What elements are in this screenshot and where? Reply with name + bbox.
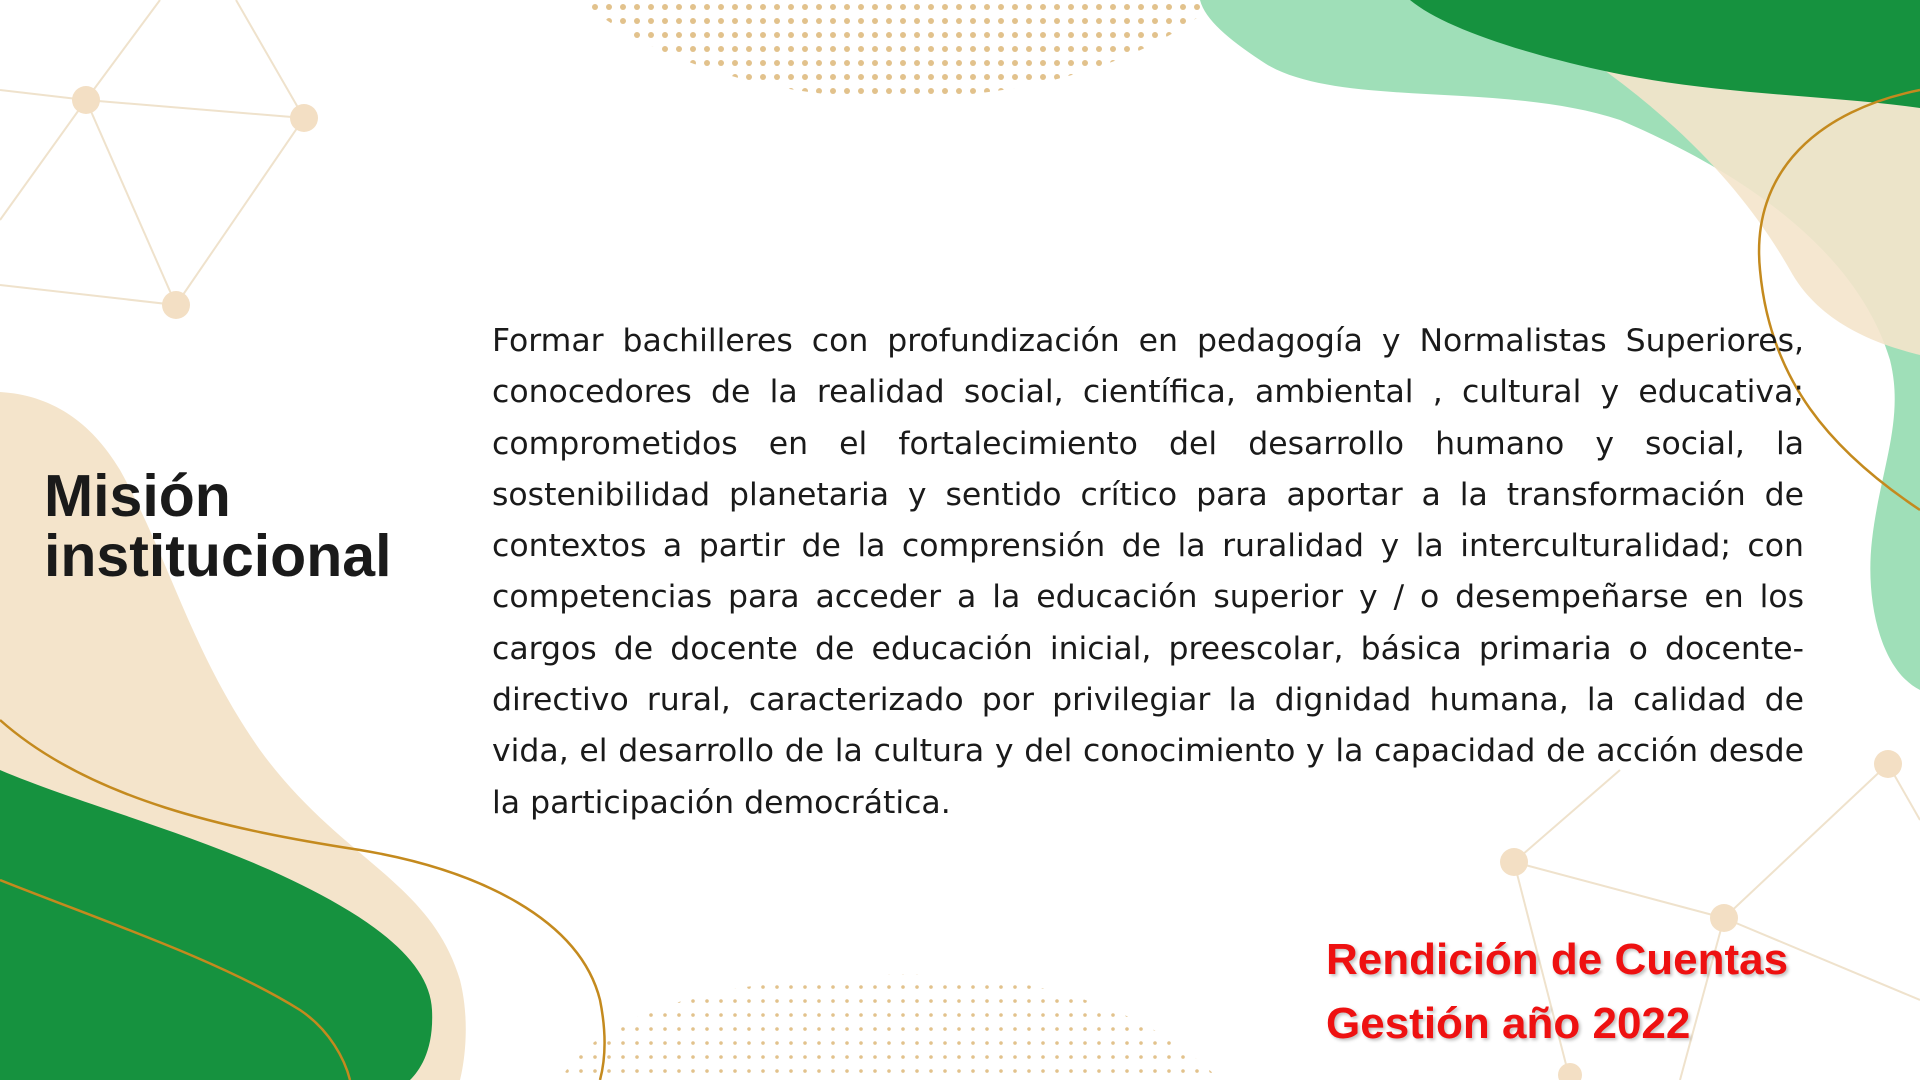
mission-statement: Formar bachilleres con profundización en pedagogía y Normalistas Superiores, conocedores de la realidad social, científica, ambiental , cultural y educativa; comprometidos en el fortalecimiento del desarrollo humano y social, la sostenibilidad planetaria y sentido crítico para aportar a la transformación de contextos a partir de la comprensión de la ruralidad y la interculturalidad; con competencias para acceder a la educación superior y / o desempeñarse en los cargos de docente de educación inicial, preescolar, básica primaria o docente-directivo rural, caracterizado por privilegiar la dignidad humana, la calidad de vida, el desarrollo de la cultura y del conocimiento y la capacidad de acción desde la participación democrática. — [492, 323, 1804, 821]
footer-line-1: Rendición de Cuentas — [1326, 935, 1789, 984]
footer-line-2: Gestión año 2022 — [1326, 999, 1691, 1048]
dots-bottom — [560, 975, 1220, 1080]
network-lines-top-left — [0, 0, 304, 305]
footer-caption — [1326, 928, 1886, 1056]
slide-title — [44, 463, 444, 589]
dots-top — [580, 0, 1220, 98]
title-line-1: Misión — [44, 463, 231, 529]
title-line-2: institucional — [44, 523, 392, 589]
network-nodes-top-left — [72, 86, 318, 319]
